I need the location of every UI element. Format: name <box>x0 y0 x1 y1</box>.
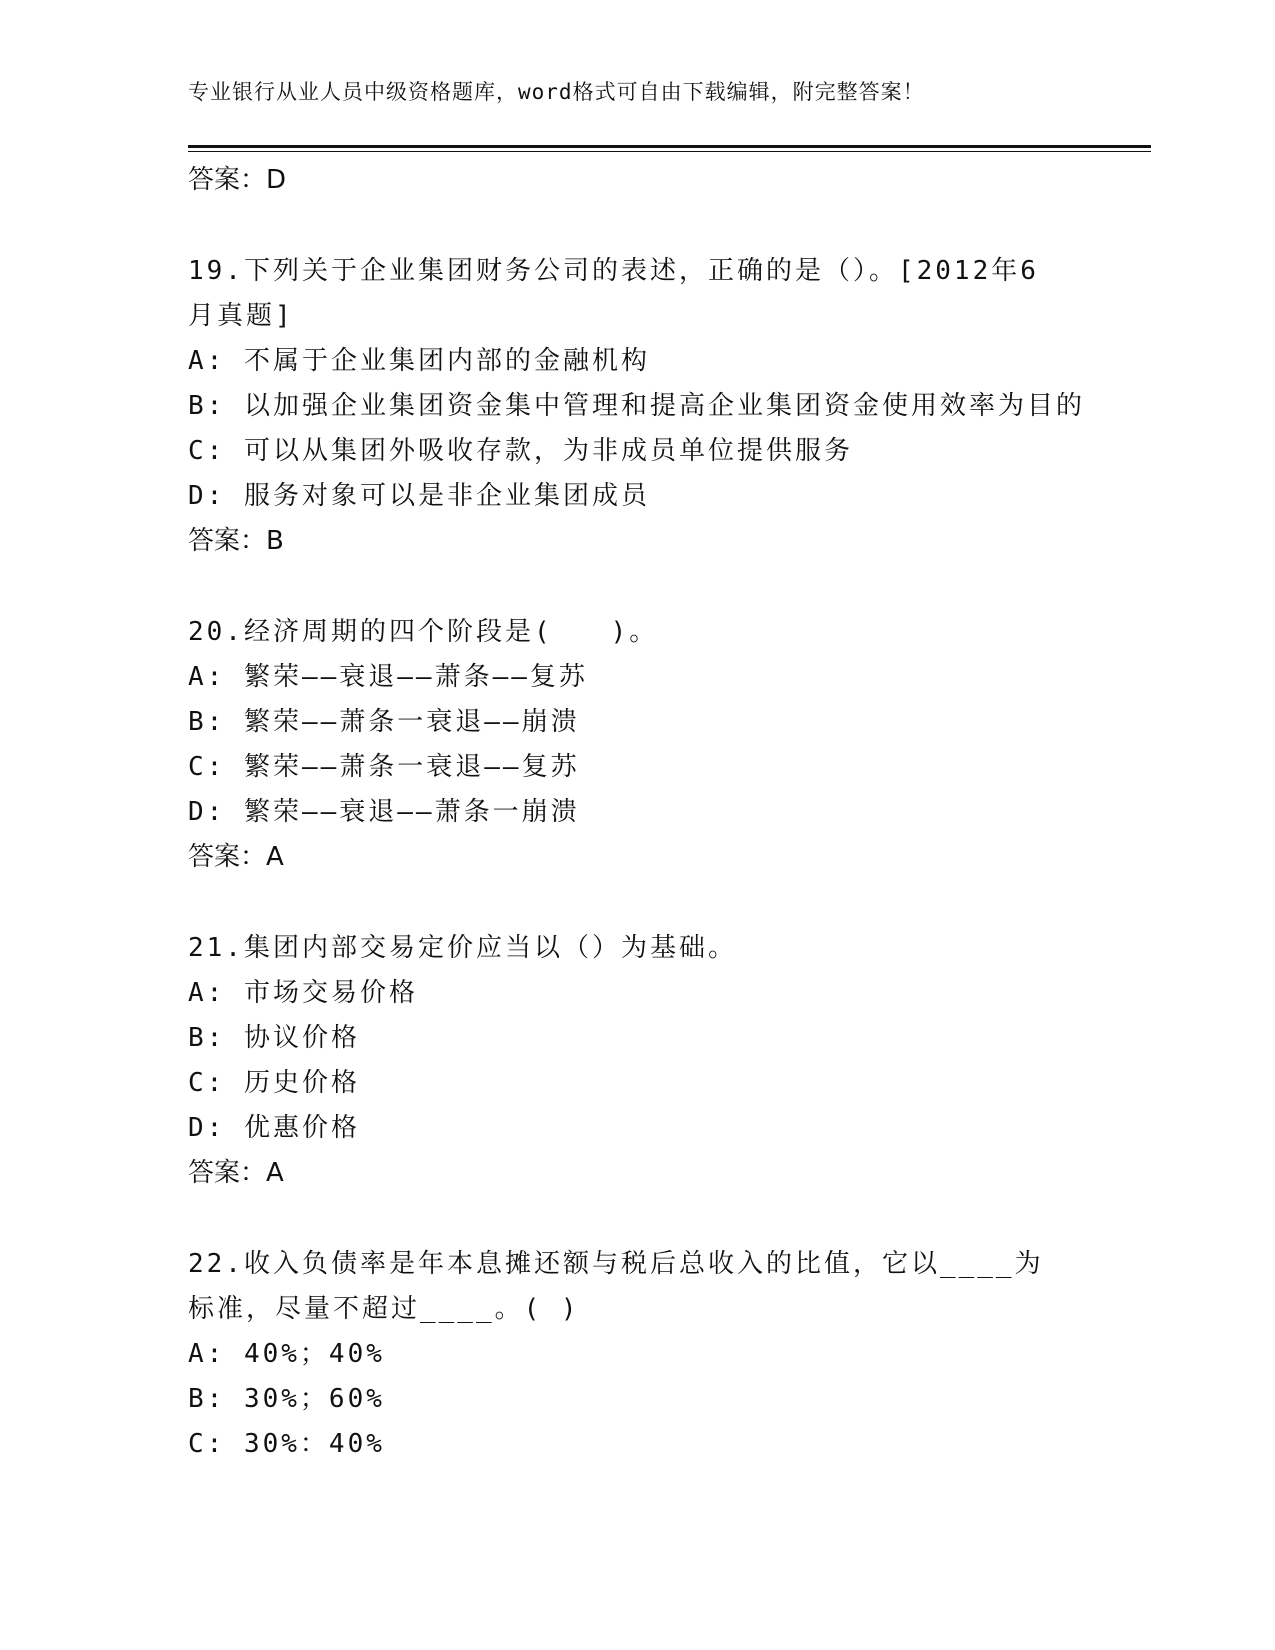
document-content <box>188 158 1088 1467</box>
question-21 <box>188 926 1088 1196</box>
option-b: B: 以加强企业集团资金集中管理和提高企业集团资金使用效率为目的 <box>188 391 1085 421</box>
page-header: 专业银行从业人员中级资格题库，word格式可自由下载编辑，附完整答案！ <box>188 80 925 104</box>
answer-line: 答案：A <box>188 842 284 872</box>
option-c: C: 可以从集团外吸收存款，为非成员单位提供服务 <box>188 436 853 466</box>
question-stem: 20.经济周期的四个阶段是( )。 <box>188 617 659 647</box>
option-c: C: 30%：40% <box>188 1429 385 1459</box>
header-rule-thin <box>188 151 1151 152</box>
option-d: D: 优惠价格 <box>188 1113 360 1143</box>
header-rule-thick <box>188 145 1151 148</box>
question-stem: 22.收入负债率是年本息摊还额与税后总收入的比值，它以____为标准，尽量不超过____。( ) <box>188 1249 1044 1324</box>
question-20 <box>188 610 1088 880</box>
option-c: C: 繁荣——萧条一衰退——复苏 <box>188 752 580 782</box>
question-stem: 21.集团内部交易定价应当以（）为基础。 <box>188 933 737 963</box>
answer-line: 答案：A <box>188 1158 284 1188</box>
option-a: A: 繁荣——衰退——萧条——复苏 <box>188 662 588 692</box>
option-a: A: 不属于企业集团内部的金融机构 <box>188 346 650 376</box>
answer-line: 答案：D <box>188 165 287 195</box>
option-d: D: 繁荣——衰退——萧条一崩溃 <box>188 797 580 827</box>
option-c: C: 历史价格 <box>188 1068 360 1098</box>
option-b: B: 繁荣——萧条一衰退——崩溃 <box>188 707 580 737</box>
option-b: B: 30%；60% <box>188 1384 385 1414</box>
option-a: A: 市场交易价格 <box>188 978 418 1008</box>
option-d: D: 服务对象可以是非企业集团成员 <box>188 481 650 511</box>
question-stem: 19.下列关于企业集团财务公司的表述，正确的是（）。[2012年6月真题] <box>188 256 1039 331</box>
option-a: A: 40%；40% <box>188 1339 385 1369</box>
question-19 <box>188 249 1088 564</box>
answer-line: 答案：B <box>188 526 284 556</box>
question-22 <box>188 1242 1088 1467</box>
option-b: B: 协议价格 <box>188 1023 360 1053</box>
